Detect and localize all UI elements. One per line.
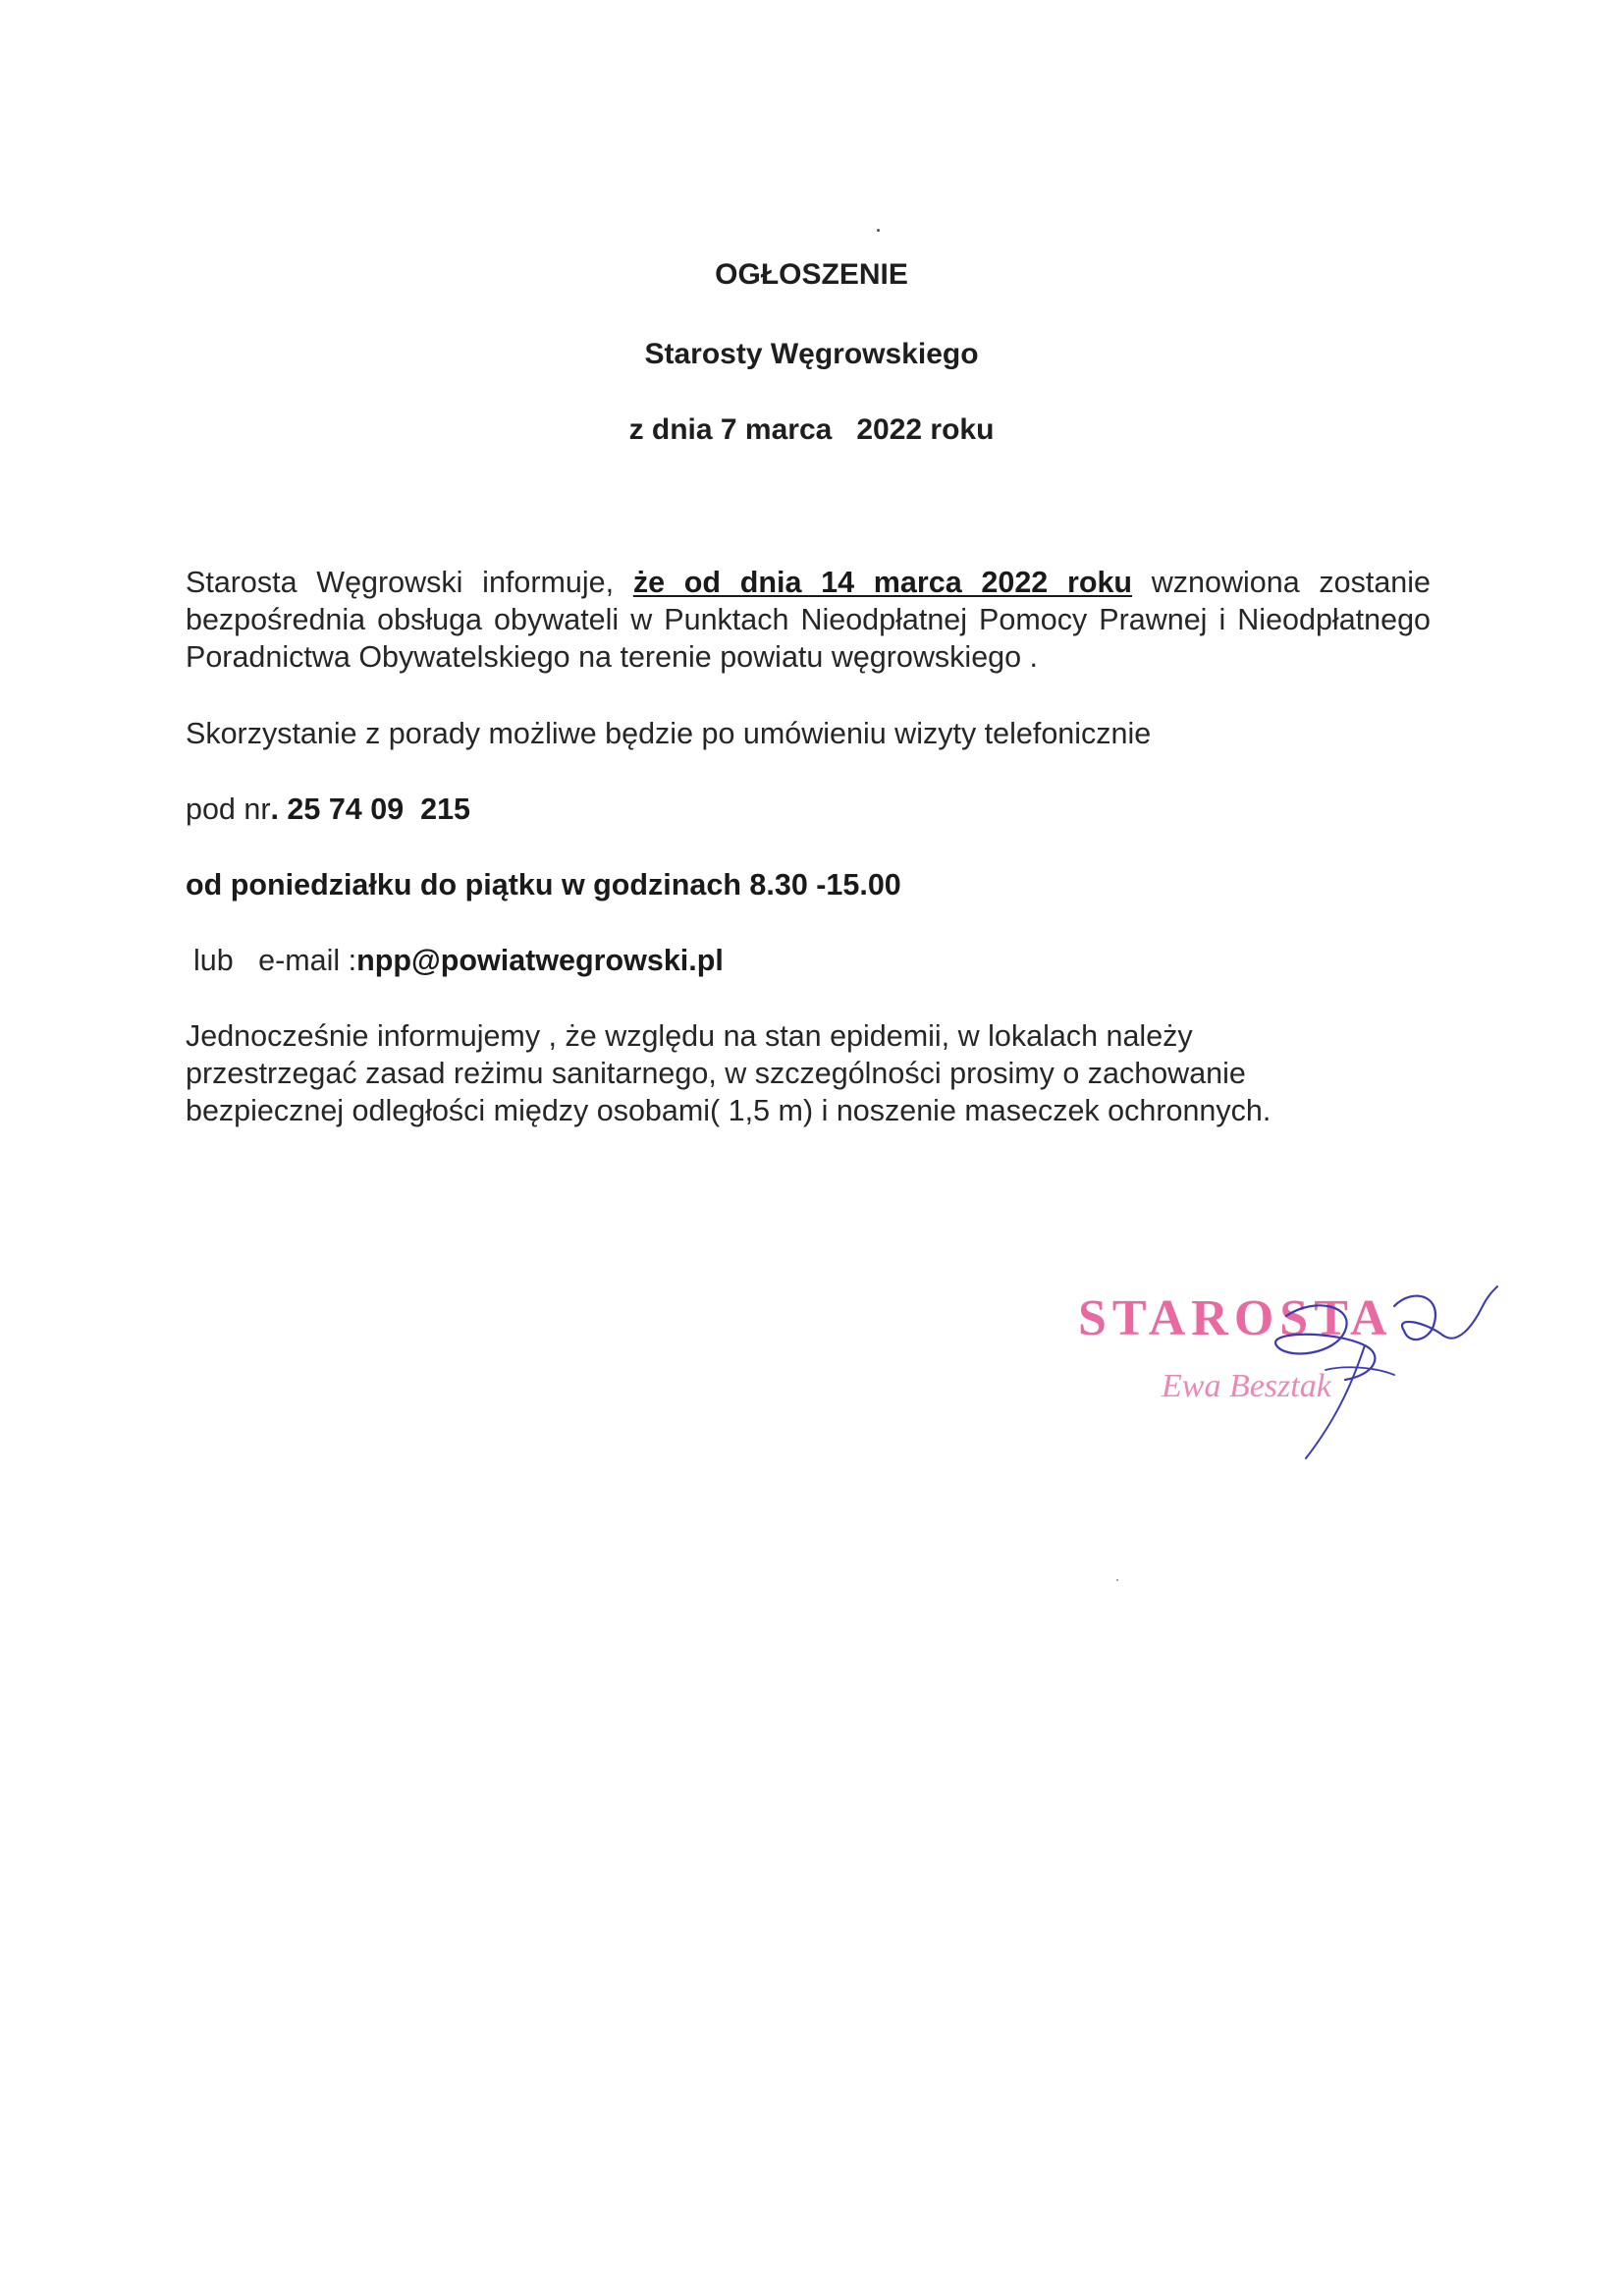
- stamp-title: STAROSTA: [1078, 1290, 1393, 1346]
- document-title: OGŁOSZENIE: [715, 258, 908, 291]
- announcement-rest: wznowiona zostanie bezpośrednia obsługa obywateli w Punktach Nieodpłatnej Pomocy Prawnej i Nieodpłatnego Poradnictwa Obywatelskiego na terenie powiatu węgrowskiego .: [186, 566, 1431, 674]
- document-subtitle: Starosty Węgrowskiego: [644, 338, 979, 370]
- document-date: z dnia 7 marca 2022 roku: [628, 413, 995, 446]
- scan-speck: [877, 229, 880, 232]
- email-address[interactable]: npp@powiatwegrowski.pl: [356, 944, 724, 977]
- office-hours: od poniedziałku do piątku w godzinach 8.30 -15.00: [186, 868, 901, 902]
- scan-speck: [1116, 1579, 1118, 1581]
- email-line: [193, 942, 1438, 979]
- paragraph-booking: Skorzystanie z porady możliwe będzie po umówieniu wizyty telefonicznie: [186, 717, 1152, 750]
- phone-prefix: pod nr: [186, 793, 271, 826]
- paragraph-announcement: [186, 564, 1431, 676]
- handwritten-signature: [1247, 1277, 1502, 1463]
- phone-line: [186, 791, 1431, 828]
- email-prefix: lub e-mail :: [193, 944, 357, 977]
- stamp-name: Ewa Besztak: [1162, 1368, 1331, 1404]
- announcement-date-highlight: że od dnia 14 marca 2022 roku: [632, 566, 1133, 599]
- phone-number: . 25 74 09 215: [270, 793, 470, 826]
- announcement-intro: Starosta Węgrowski informuje,: [186, 566, 633, 599]
- paragraph-sanitary: Jednocześnie informujemy , że względu na stan epidemii, w lokalach należy przestrzegać zasad reżimu sanitarnego, w szczególności prosimy o zachowanie bezpiecznej odległości między osobami( 1,5 m) i noszenie maseczek ochronnych.: [186, 1019, 1271, 1127]
